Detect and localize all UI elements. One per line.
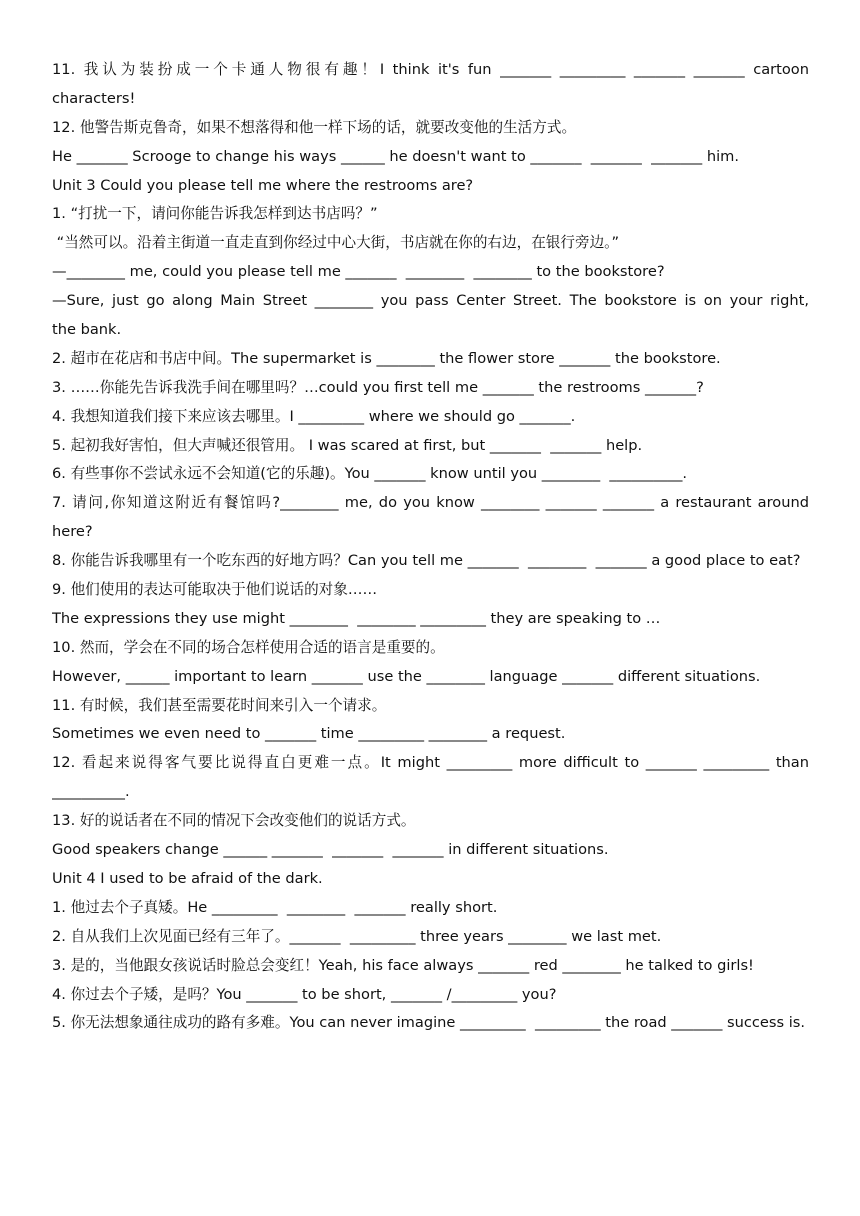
text-line: —Sure, just go along Main Street ________ you pass Center Street. The bookstore is on your right, — [52, 292, 809, 310]
text-line: 11. 有时候，我们甚至需要花时间来引入一个请求。 — [52, 696, 387, 714]
text-line: 5. 起初我好害怕，但大声喊还很管用。 I was scared at first, but _______ _______ help. — [52, 436, 643, 454]
text-line: 4. 你过去个子矮，是吗？You _______ to be short, _______ /_________ you? — [52, 985, 557, 1003]
text-line: 3. 是的，当他跟女孩说话时脸总会变红！Yeah, his face always _______ red ________ he talked to girls! — [52, 956, 754, 974]
text-line: Unit 3 Could you please tell me where the restrooms are? — [52, 176, 474, 194]
text-line: 7. 请问,你知道这附近有餐馆吗?________ me, do you know ________ _______ _______ a restaurant around — [52, 494, 809, 512]
text-line: 10. 然而，学会在不同的场合怎样使用合适的语言是重要的。 — [52, 638, 445, 656]
text-line: characters! — [52, 89, 136, 107]
text-line: The expressions they use might ________ ________ _________ they are speaking to … — [52, 609, 661, 627]
text-line: Good speakers change ______ _______ _______ _______ in different situations. — [52, 841, 609, 859]
text-line: here? — [52, 523, 93, 541]
text-line: 2. 自从我们上次见面已经有三年了。_______ _________ three years ________ we last met. — [52, 927, 662, 945]
text-line: 12. 看起来说得客气要比说得直白更难一点。It might _________ more difficult to _______ _________ than — [52, 754, 809, 772]
text-line: Sometimes we even need to _______ time _________ ________ a request. — [52, 725, 566, 743]
text-line: __________. — [52, 783, 130, 801]
text-line: 9. 他们使用的表达可能取决于他们说话的对象…… — [52, 581, 378, 599]
text-line: 6. 有些事你不尝试永远不会知道(它的乐趣)。You _______ know until you ________ __________. — [52, 465, 688, 483]
text-line: 12. 他警告斯克鲁奇，如果不想落得和他一样下场的话，就要改变他的生活方式。 — [52, 118, 577, 136]
text-line: 11. 我认为装扮成一个卡通人物很有趣！I think it's fun _______ _________ _______ _______ cartoon — [52, 61, 809, 78]
text-line: “当然可以。沿着主街道一直走直到你经过中心大街，书店就在你的右边，在银行旁边。” — [52, 234, 620, 252]
text-line: 2. 超市在花店和书店中间。The supermarket is ________ the flower store _______ the bookstore. — [52, 349, 721, 367]
text-line: —________ me, could you please tell me _______ ________ ________ to the bookstore? — [52, 263, 665, 281]
text-line: 1. 他过去个子真矮。He _________ ________ _______ really short. — [52, 898, 498, 916]
text-line: 3. ……你能先告诉我洗手间在哪里吗？…could you first tell me _______ the restrooms _______? — [52, 378, 704, 396]
text-line: 8. 你能告诉我哪里有一个吃东西的好地方吗？Can you tell me _______ ________ _______ a good place to eat? — [52, 552, 801, 570]
text-line: 1. “打扰一下，请问你能告诉我怎样到达书店吗？” — [52, 205, 378, 223]
text-line: 4. 我想知道我们接下来应该去哪里。I _________ where we should go _______. — [52, 407, 576, 425]
text-line: 5. 你无法想象通往成功的路有多难。You can never imagine _________ _________ the road _______ success is. — [52, 1014, 806, 1032]
text-line: the bank. — [52, 321, 122, 339]
text-line: He _______ Scrooge to change his ways ______ he doesn't want to _______ _______ _______ him. — [52, 147, 740, 165]
text-line: However, ______ important to learn _______ use the ________ language _______ different situations. — [52, 667, 761, 685]
text-line: Unit 4 I used to be afraid of the dark. — [52, 869, 323, 887]
text-line: 13. 好的说话者在不同的情况下会改变他们的说话方式。 — [52, 812, 416, 830]
document-body — [52, 56, 809, 1038]
